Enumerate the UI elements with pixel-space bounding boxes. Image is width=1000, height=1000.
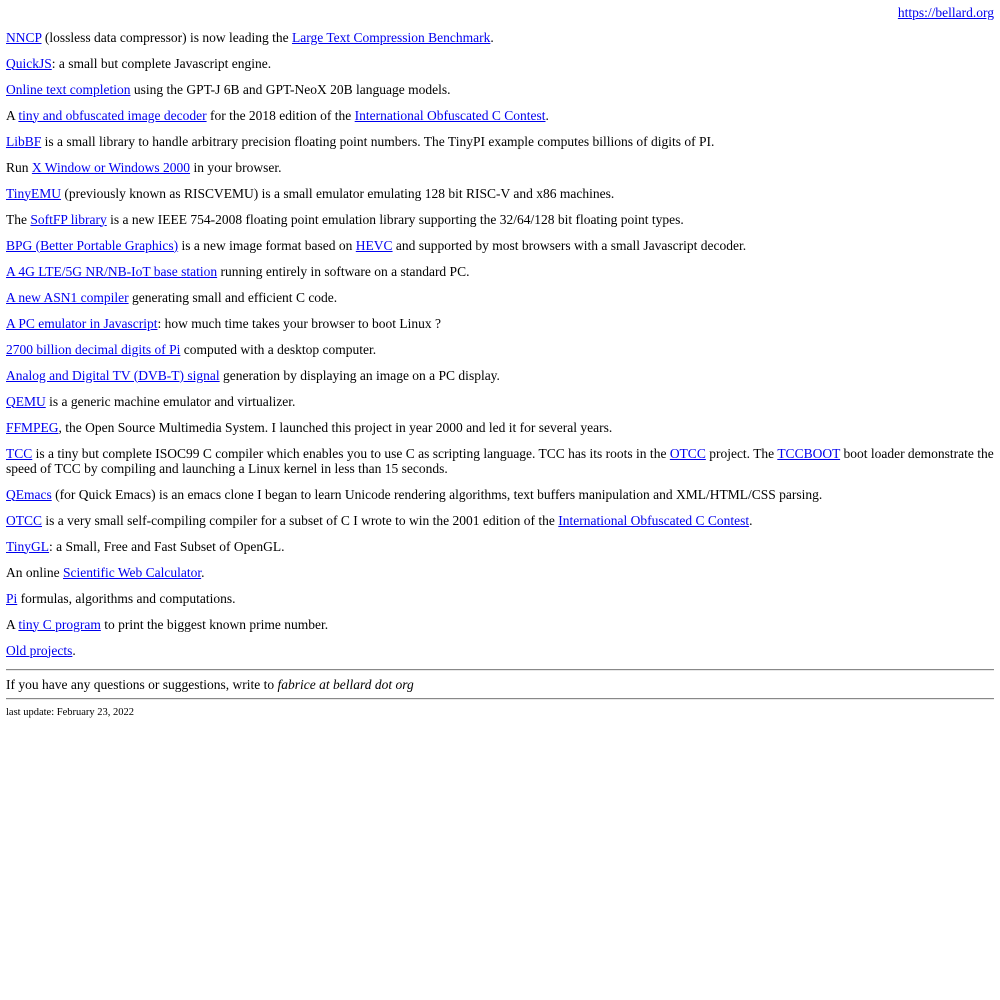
list-item <box>6 76 994 102</box>
item-text: is a new IEEE 754-2008 floating point emulation library supporting the 32/64/128 bit floating point types. <box>106 211 684 227</box>
item-text: (previously known as RISCVEMU) is a small emulator emulating 128 bit RISC-V and x86 machines. <box>61 185 615 201</box>
item-text: is a new image format based on <box>178 237 356 253</box>
item-text: (lossless data compressor) is now leading the <box>41 29 292 45</box>
item-text: An online <box>6 564 63 580</box>
project-link[interactable]: OTCC <box>6 512 43 528</box>
list-item <box>6 50 994 76</box>
project-link[interactable]: Scientific Web Calculator <box>63 564 202 580</box>
item-text: in your browser. <box>190 159 282 175</box>
project-list <box>6 24 994 663</box>
item-text: to print the biggest known prime number. <box>100 616 329 632</box>
item-text: : a Small, Free and Fast Subset of OpenGL. <box>49 538 285 554</box>
project-link[interactable]: TCCBOOT <box>777 445 841 461</box>
project-link[interactable]: A 4G LTE/5G NR/NB-IoT base station <box>6 263 218 279</box>
project-link[interactable]: QEmacs <box>6 486 52 502</box>
item-text: Run <box>6 159 32 175</box>
list-item <box>6 310 994 336</box>
item-text: running entirely in software on a standard PC. <box>217 263 470 279</box>
project-link[interactable]: A new ASN1 compiler <box>6 289 129 305</box>
item-text: A <box>6 107 19 123</box>
list-item <box>6 507 994 533</box>
list-item <box>6 284 994 310</box>
list-item <box>6 102 994 128</box>
item-text: The <box>6 211 31 227</box>
project-link[interactable]: Pi <box>6 590 18 606</box>
project-link[interactable]: NNCP <box>6 29 42 45</box>
list-item <box>6 585 994 611</box>
item-text: project. The <box>705 445 778 461</box>
project-link[interactable]: Online text completion <box>6 81 131 97</box>
last-update: last update: February 23, 2022 <box>6 707 135 718</box>
list-item <box>6 440 994 481</box>
project-link[interactable]: tiny and obfuscated image decoder <box>18 107 207 123</box>
list-item <box>6 414 994 440</box>
project-link[interactable]: SoftFP library <box>30 211 107 227</box>
contact-line <box>6 677 994 692</box>
project-link[interactable]: LibBF <box>6 133 42 149</box>
item-text: computed with a desktop computer. <box>180 341 377 357</box>
project-link[interactable]: tiny C program <box>18 616 101 632</box>
list-item <box>6 533 994 559</box>
project-link[interactable]: HEVC <box>355 237 393 253</box>
item-text: is a small library to handle arbitrary precision floating point numbers. The TinyPI example computes billions of digits of PI. <box>41 133 715 149</box>
project-link[interactable]: QEMU <box>6 393 46 409</box>
item-text: . <box>201 564 205 580</box>
project-link[interactable]: FFMPEG <box>6 419 59 435</box>
list-item <box>6 24 994 50</box>
item-text: and supported by most browsers with a small Javascript decoder. <box>392 237 747 253</box>
item-text: . <box>72 642 76 658</box>
item-text: using the GPT-J 6B and GPT-NeoX 20B language models. <box>130 81 451 97</box>
list-item <box>6 481 994 507</box>
list-item <box>6 559 994 585</box>
list-item <box>6 232 994 258</box>
item-text: : a small but complete Javascript engine. <box>51 55 272 71</box>
item-text: formulas, algorithms and computations. <box>17 590 236 606</box>
project-link[interactable]: A PC emulator in Javascript <box>6 315 158 331</box>
item-text: : how much time takes your browser to boot Linux ? <box>157 315 441 331</box>
item-text: . <box>490 29 494 45</box>
list-item <box>6 180 994 206</box>
item-text: . <box>545 107 549 123</box>
list-item <box>6 362 994 388</box>
project-link[interactable]: X Window or Windows 2000 <box>31 159 191 175</box>
item-text: generation by displaying an image on a PC display. <box>219 367 500 383</box>
project-link[interactable]: QuickJS <box>6 55 52 71</box>
item-text: generating small and efficient C code. <box>128 289 338 305</box>
item-text: is a generic machine emulator and virtualizer. <box>45 393 296 409</box>
project-link[interactable]: International Obfuscated C Contest <box>558 512 750 528</box>
contact-prefix: If you have any questions or suggestions, write to <box>6 677 278 692</box>
item-text: (for Quick Emacs) is an emacs clone I began to learn Unicode rendering algorithms, text buffers manipulation and XML/HTML/CSS parsing. <box>51 486 823 502</box>
project-link[interactable]: OTCC <box>669 445 706 461</box>
item-text: for the 2018 edition of the <box>206 107 355 123</box>
project-link[interactable]: Old projects <box>6 642 73 658</box>
item-text: , the Open Source Multimedia System. I launched this project in year 2000 and led it for several years. <box>58 419 613 435</box>
divider-bottom <box>6 698 994 700</box>
list-item <box>6 128 994 154</box>
list-item <box>6 154 994 180</box>
project-link[interactable]: International Obfuscated C Contest <box>354 107 546 123</box>
item-text: is a tiny but complete ISOC99 C compiler which enables you to use C as scripting language. TCC has its roots in the <box>32 445 670 461</box>
project-link[interactable]: Analog and Digital TV (DVB-T) signal <box>6 367 220 383</box>
project-link[interactable]: BPG (Better Portable Graphics) <box>6 237 179 253</box>
contact-email: fabrice at bellard dot org <box>277 677 414 692</box>
project-link[interactable]: TinyGL <box>6 538 50 554</box>
list-item <box>6 637 994 663</box>
site-link[interactable]: https://bellard.org <box>897 5 994 20</box>
list-item <box>6 388 994 414</box>
item-text: A <box>6 616 19 632</box>
project-link[interactable]: Large Text Compression Benchmark <box>291 29 491 45</box>
list-item <box>6 336 994 362</box>
list-item <box>6 611 994 637</box>
list-item <box>6 258 994 284</box>
divider-top <box>6 669 994 671</box>
item-text: . <box>749 512 753 528</box>
header <box>6 4 994 24</box>
project-link[interactable]: TinyEMU <box>6 185 62 201</box>
item-text: is a very small self-compiling compiler for a subset of C I wrote to win the 2001 edition of the <box>42 512 559 528</box>
project-link[interactable]: 2700 billion decimal digits of Pi <box>6 341 181 357</box>
project-link[interactable]: TCC <box>6 445 33 461</box>
list-item <box>6 206 994 232</box>
item-text: boot loader demonstrate the speed of TCC by compiling and launching a Linux kernel in less than 15 seconds. <box>6 445 994 476</box>
